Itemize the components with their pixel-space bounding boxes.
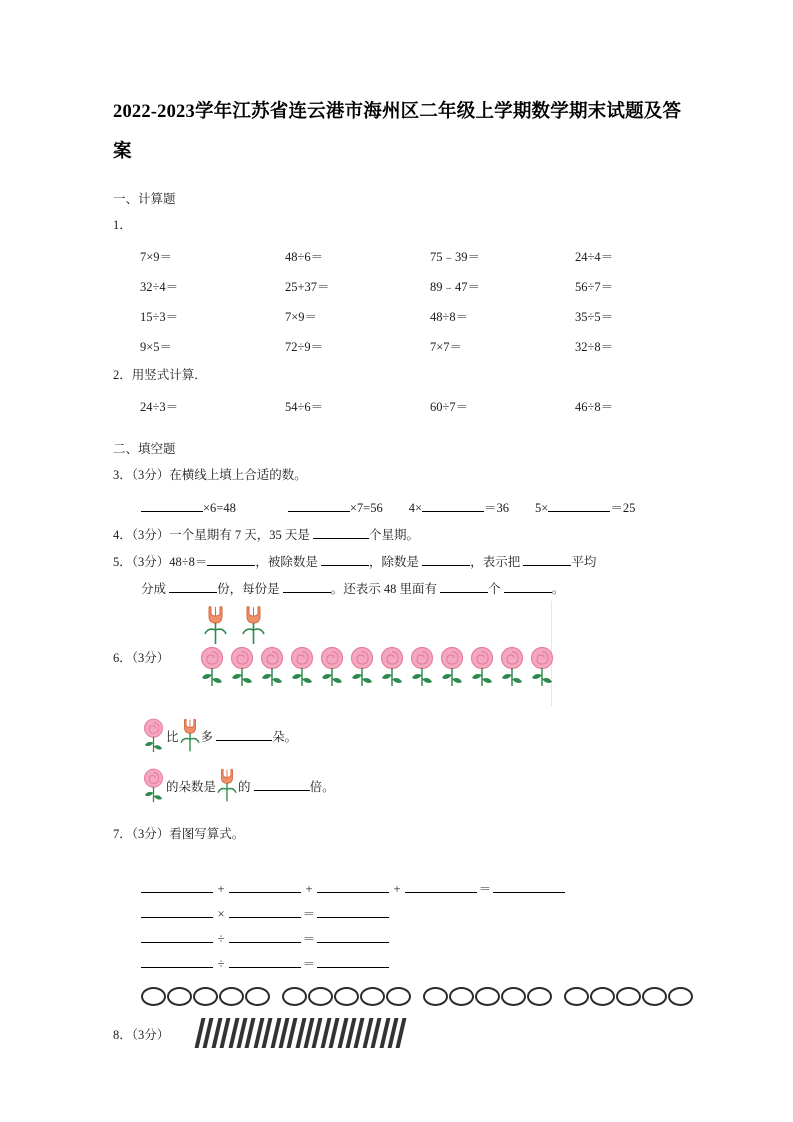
fill-expression: 5× <box>535 501 549 515</box>
circle-group-4 <box>564 987 693 1006</box>
answer-blank[interactable] <box>254 790 310 791</box>
question-5-seg2: ，被除数是 <box>255 555 318 569</box>
fill-expression: ×6=48 <box>203 501 236 515</box>
calc-item: 48÷8＝ <box>430 310 469 324</box>
answer-blank[interactable] <box>493 892 565 893</box>
equation-line-2 <box>141 902 693 927</box>
tulip-row <box>203 604 266 646</box>
fill-item-1 <box>141 494 236 522</box>
eq-operator: × <box>217 907 225 921</box>
question-6-label <box>113 645 169 671</box>
answer-blank[interactable] <box>216 740 272 741</box>
question-5-seg1: 48÷8＝ <box>169 555 208 569</box>
tally-sticks <box>198 1018 403 1048</box>
question-7-score: （3分） <box>131 827 170 841</box>
rose-icon <box>198 645 226 687</box>
answer-blank[interactable] <box>317 892 389 893</box>
rose-icon <box>141 767 166 803</box>
calc-item: 25+37＝ <box>285 280 330 294</box>
question-4-text-b: 个星期。 <box>369 528 420 542</box>
question-8-number: 8． <box>113 1028 132 1042</box>
circle-icon <box>193 987 218 1006</box>
question-7-line <box>113 821 693 847</box>
circle-icon <box>308 987 333 1006</box>
circle-icon <box>449 987 474 1006</box>
circle-group-1 <box>141 987 270 1006</box>
calc-item: 56÷7＝ <box>575 280 614 294</box>
question-3-score: （3分） <box>131 468 170 482</box>
question-6-sentence-1 <box>141 717 693 757</box>
circle-icon <box>642 987 667 1006</box>
circle-icon <box>501 987 526 1006</box>
table-row <box>113 332 693 362</box>
q6-s2-b: 的 <box>238 780 251 794</box>
rose-icon <box>228 645 256 687</box>
question-7-prompt: 看图写算式。 <box>169 827 245 841</box>
q6-s1-a: 比 <box>166 730 179 744</box>
fill-item-3 <box>409 494 509 522</box>
question-4-text-a: 一个星期有 7 天，35 天是 <box>169 528 310 542</box>
calc-item: 54÷6＝ <box>285 400 324 414</box>
question-5-seg5: 平均 <box>571 555 597 569</box>
question-8-score: （3分） <box>131 1028 170 1042</box>
question-2-grid <box>113 392 693 422</box>
question-3-prompt: 在横线上填上合适的数。 <box>169 468 307 482</box>
table-row <box>113 242 693 272</box>
q6-s2-a: 的朵数是 <box>166 780 217 794</box>
circle-icon <box>360 987 385 1006</box>
circle-icon <box>219 987 244 1006</box>
answer-blank[interactable] <box>169 592 217 593</box>
question-5-seg3: ，除数是 <box>369 555 420 569</box>
eq-operator: ÷ <box>217 932 225 946</box>
question-4-score: （3分） <box>131 528 170 542</box>
fill-item-2 <box>288 494 383 522</box>
rose-icon <box>528 645 556 687</box>
answer-blank[interactable] <box>317 917 389 918</box>
section-heading-1: 一、计算题 <box>113 192 176 206</box>
equation-line-3 <box>141 927 693 952</box>
question-5-seg8: 。还表示 48 里面有 <box>330 582 438 596</box>
fill-item-4 <box>535 494 635 522</box>
circle-group-2 <box>282 987 411 1006</box>
answer-blank[interactable] <box>283 592 331 593</box>
question-5-number: 5． <box>113 555 132 569</box>
circle-icon <box>590 987 615 1006</box>
q6-s1-c: 朵。 <box>272 730 298 744</box>
rose-icon <box>258 645 286 687</box>
circle-icon <box>141 987 166 1006</box>
answer-blank[interactable] <box>229 892 301 893</box>
rose-icon <box>498 645 526 687</box>
question-2-number: 2． <box>113 368 132 382</box>
calc-item: 35÷5＝ <box>575 310 614 324</box>
fill-expression: 4× <box>408 501 423 515</box>
circle-icon <box>423 987 448 1006</box>
question-8 <box>113 1018 693 1052</box>
page-content <box>113 0 693 1052</box>
circle-icon <box>668 987 693 1006</box>
q6-s2-c: 倍。 <box>309 780 335 794</box>
calc-item: 48÷6＝ <box>285 250 324 264</box>
question-1-number: 1． <box>113 218 132 232</box>
calc-item: 7×9＝ <box>285 310 318 324</box>
question-8-label <box>113 1022 169 1048</box>
circle-icon <box>167 987 192 1006</box>
answer-blank[interactable] <box>422 511 484 512</box>
answer-blank[interactable] <box>422 565 470 566</box>
question-5-line2 <box>141 576 693 603</box>
answer-blank[interactable] <box>313 538 369 539</box>
question-6-number: 6． <box>113 651 132 665</box>
circle-icon <box>616 987 641 1006</box>
question-5-seg4: ，表示把 <box>470 555 521 569</box>
calc-item: 75﹣39＝ <box>430 250 481 264</box>
q6-s1-b: 多 <box>200 730 214 744</box>
question-6-figure <box>113 605 693 717</box>
question-3-number: 3． <box>113 468 132 482</box>
answer-blank[interactable] <box>207 565 255 566</box>
answer-blank[interactable] <box>229 942 301 943</box>
fill-expression: ＝36 <box>484 501 510 515</box>
rose-icon <box>408 645 436 687</box>
answer-blank[interactable] <box>141 967 213 968</box>
eq-operator: ＝ <box>302 907 316 921</box>
question-7-equations <box>141 877 693 977</box>
calc-item: 7×9＝ <box>140 250 173 264</box>
table-row <box>113 272 693 302</box>
rose-icon <box>288 645 316 687</box>
eq-operator: ÷ <box>217 957 225 971</box>
stick-icon <box>396 1018 407 1048</box>
tulip-icon <box>179 717 201 753</box>
tulip-icon <box>216 767 238 803</box>
question-6-score: （3分） <box>131 651 170 665</box>
question-1-grid <box>113 242 693 362</box>
question-5-seg9: 个 <box>488 582 501 596</box>
answer-blank[interactable] <box>548 511 610 512</box>
equation-line-1 <box>141 877 693 902</box>
eq-operator: + <box>393 882 401 896</box>
equation-line-4 <box>141 952 693 977</box>
rose-icon <box>438 645 466 687</box>
question-6-sentence-2 <box>141 767 693 807</box>
rose-icon <box>378 645 406 687</box>
circle-icon <box>475 987 500 1006</box>
rose-icon <box>318 645 346 687</box>
calc-item: 15÷3＝ <box>140 310 179 324</box>
answer-blank[interactable] <box>317 967 389 968</box>
answer-blank[interactable] <box>141 942 213 943</box>
section-heading-2: 二、填空题 <box>113 442 176 456</box>
answer-blank[interactable] <box>141 511 203 512</box>
answer-blank[interactable] <box>321 565 369 566</box>
rose-icon <box>468 645 496 687</box>
calc-item: 24÷3＝ <box>140 400 179 414</box>
circle-icon <box>564 987 589 1006</box>
rose-icon <box>141 717 166 753</box>
question-4 <box>113 522 693 549</box>
circle-icon <box>245 987 270 1006</box>
page-title: 2022-2023学年江苏省连云港市海州区二年级上学期数学期末试题及答案 <box>113 102 682 162</box>
answer-blank[interactable] <box>523 565 571 566</box>
eq-operator: ＝ <box>302 957 316 971</box>
calc-item: 7×7＝ <box>430 340 463 354</box>
circle-icon <box>386 987 411 1006</box>
question-3-line <box>113 462 693 488</box>
answer-blank[interactable] <box>440 592 488 593</box>
answer-blank[interactable] <box>317 942 389 943</box>
fill-expression: ×7=56 <box>349 501 383 515</box>
calc-item: 72÷9＝ <box>285 340 324 354</box>
question-7-number: 7． <box>113 827 132 841</box>
calc-item: 24÷4＝ <box>575 250 614 264</box>
calc-item: 32÷4＝ <box>140 280 179 294</box>
answer-blank[interactable] <box>504 592 552 593</box>
calc-item: 9×5＝ <box>140 340 173 354</box>
circle-icon <box>282 987 307 1006</box>
tulip-icon <box>241 604 266 646</box>
calc-item: 32÷8＝ <box>575 340 614 354</box>
answer-blank[interactable] <box>288 511 350 512</box>
calc-item: 60÷7＝ <box>430 400 469 414</box>
question-3-answer-row <box>141 494 693 522</box>
calc-item: 89﹣47＝ <box>430 280 481 294</box>
answer-blank[interactable] <box>405 892 477 893</box>
tulip-icon <box>203 604 228 646</box>
table-row <box>113 302 693 332</box>
question-5-score: （3分） <box>131 555 170 569</box>
answer-blank[interactable] <box>141 892 213 893</box>
eq-operator: + <box>305 882 313 896</box>
circle-icon <box>527 987 552 1006</box>
fill-expression: ＝25 <box>610 501 636 515</box>
circle-group-3 <box>423 987 552 1006</box>
question-5-seg10: 。 <box>551 582 565 596</box>
answer-blank[interactable] <box>229 917 301 918</box>
circle-icon <box>334 987 359 1006</box>
rose-icon <box>348 645 376 687</box>
eq-operator: ＝ <box>302 932 316 946</box>
question-5 <box>113 549 693 603</box>
eq-operator: ＝ <box>478 882 492 896</box>
table-row <box>113 392 693 422</box>
rose-row <box>198 645 556 687</box>
question-2-line <box>113 362 693 388</box>
question-2-prompt: 用竖式计算． <box>131 368 207 382</box>
question-4-number: 4． <box>113 528 132 542</box>
question-5-seg6: 分成 <box>141 582 167 596</box>
answer-blank[interactable] <box>229 967 301 968</box>
eq-operator: + <box>217 882 225 896</box>
calc-item: 46÷8＝ <box>575 400 614 414</box>
answer-blank[interactable] <box>141 917 213 918</box>
question-7-circles <box>141 987 693 1006</box>
question-5-seg7: 份，每份是 <box>217 582 280 596</box>
